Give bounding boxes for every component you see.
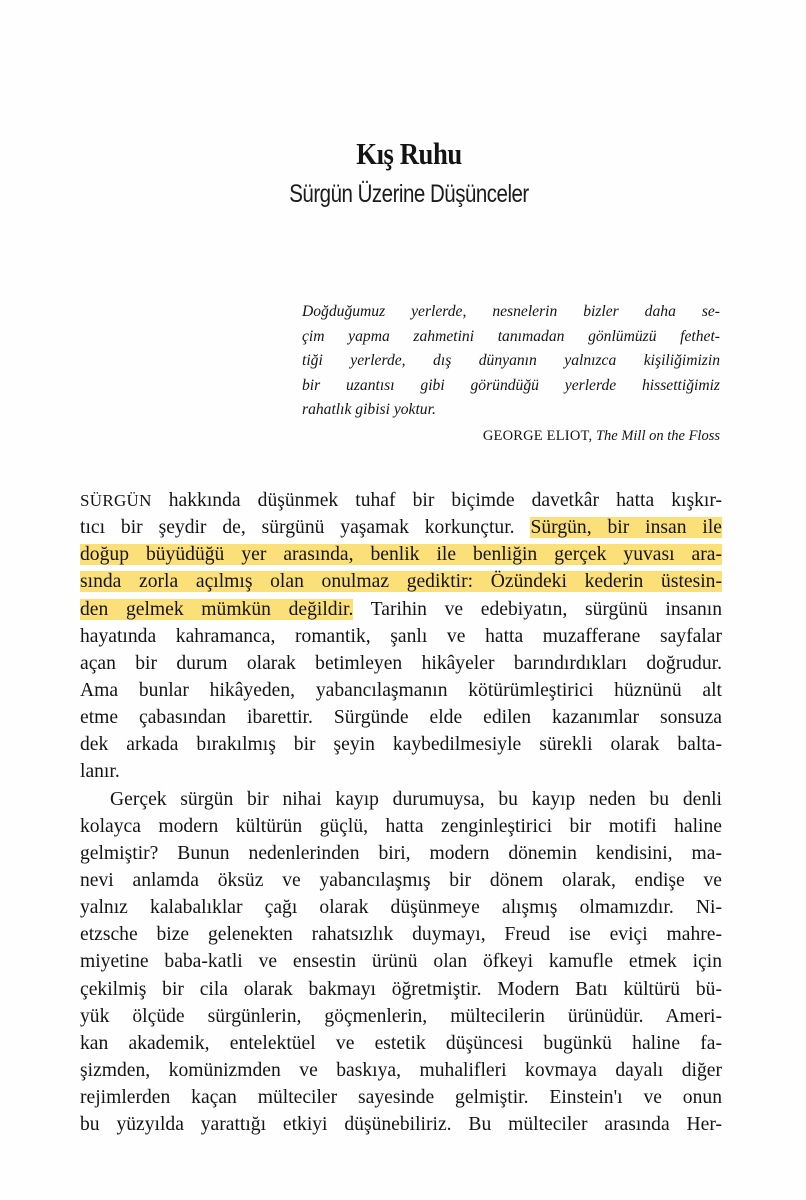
text-line: tıcı bir şeydir de, sürgünü yaşamak korkunçtur. Sürgün, bir insan ile: [80, 517, 722, 539]
text-line: yük ölçüde sürgünlerin, göçmenlerin, mültecilerin ürünüdür. Ameri-: [80, 1005, 722, 1027]
text-line: rejimlerden kaçan mülteciler sayesinde gelmiştir. Einstein'ı ve onun: [80, 1087, 722, 1109]
epigraph-author: GEORGE ELIOT,: [482, 428, 593, 444]
text-line: etzsche bize gelenekten rahatsızlık duymayı, Freud ise eviçi mahre-: [80, 924, 722, 946]
text-line: hayatında kahramanca, romantik, şanlı ve hatta muzafferane sayfalar: [80, 625, 722, 647]
epigraph: [302, 300, 720, 423]
text-line: şizmden, komünizmden ve baskıya, muhalifleri kovmaya dayalı diğer: [80, 1059, 722, 1081]
body-text: [80, 487, 722, 1138]
paragraph-lead-word: SÜRGÜN: [80, 491, 152, 510]
text-line: Gerçek sürgün bir nihai kayıp durumuysa, bu kayıp neden bu denli: [110, 788, 722, 810]
epigraph-line: rahatlık gibisi yoktur.: [302, 401, 436, 419]
epigraph-book-title: The Mill on the Floss: [595, 428, 720, 444]
highlighted-text: sında zorla açılmış olan onulmaz gediktir: Özündeki kederin üstesin-: [80, 571, 722, 593]
chapter-title: Kış Ruhu: [356, 136, 462, 171]
highlighted-text: den gelmek mümkün değildir.: [80, 598, 354, 620]
text-line: açan bir durum olarak betimleyen hikâyeler barındırdıkları doğrudur.: [80, 652, 722, 674]
text-line: gelmiştir? Bunun nedenlerinden biri, modern dönemin kendisini, ma-: [80, 842, 722, 864]
text-line: [80, 568, 722, 595]
text-line: çekilmiş bir cila olarak bakmayı öğretmiştir. Modern Batı kültürü bü-: [80, 978, 722, 1000]
epigraph-attribution: [302, 428, 720, 445]
text-line: bu yüzyılda yarattığı etkiyi düşünebiliriz. Bu mülteciler arasında Her-: [80, 1114, 722, 1136]
text-line: etme çabasından ibarettir. Sürgünde elde edilen kazanımlar sonsuza: [80, 707, 722, 729]
epigraph-line: Doğduğumuz yerlerde, nesnelerin bizler daha se-: [302, 303, 720, 320]
text-line: kan akademik, entelektüel ve estetik düşüncesi bugünkü haline fa-: [80, 1032, 722, 1054]
text-line: nevi anlamda öksüz ve yabancılaşmış bir dönem olarak, endişe ve: [80, 869, 722, 891]
highlighted-text: doğup büyüdüğü yer arasında, benlik ile benliğin gerçek yuvası ara-: [80, 544, 722, 566]
text-line: Ama bunlar hikâyeden, yabancılaşmanın kötürümleştirici hüznünü alt: [80, 679, 722, 701]
text-line: miyetine baba-katli ve ensestin ürünü olan öfkeyi kamufle etmek için: [80, 951, 722, 973]
text-line: dek arkada bırakılmış bir şeyin kaybedilmesiyle sürekli olarak balta-: [80, 734, 722, 756]
text-line: SÜRGÜN hakkında düşünmek tuhaf bir biçimde davetkâr hatta kışkır-: [80, 490, 722, 511]
text-line: kolayca modern kültürün güçlü, hatta zenginleştirici bir motifi haline: [80, 815, 722, 837]
text-line: lanır.: [80, 761, 120, 783]
text-line: [80, 541, 722, 568]
chapter-subtitle: Sürgün Üzerine Düşünceler: [289, 180, 529, 208]
text-line: den gelmek mümkün değildir. Tarihin ve edebiyatın, sürgünü insanın: [80, 598, 722, 620]
epigraph-line: çim yapma zahmetini tanımadan gönlümüzü fethet-: [302, 327, 720, 345]
text-line: yalnız kalabalıklar çağı olarak düşünmeye alışmış olmamızdır. Ni-: [80, 897, 722, 919]
highlighted-text: Sürgün, bir insan ile: [530, 517, 722, 539]
epigraph-line: bir uzantısı gibi göründüğü yerlerde hissettiğimiz: [302, 376, 720, 394]
epigraph-line: tiği yerlerde, dış dünyanın yalnızca kişiliğimizin: [302, 352, 720, 370]
